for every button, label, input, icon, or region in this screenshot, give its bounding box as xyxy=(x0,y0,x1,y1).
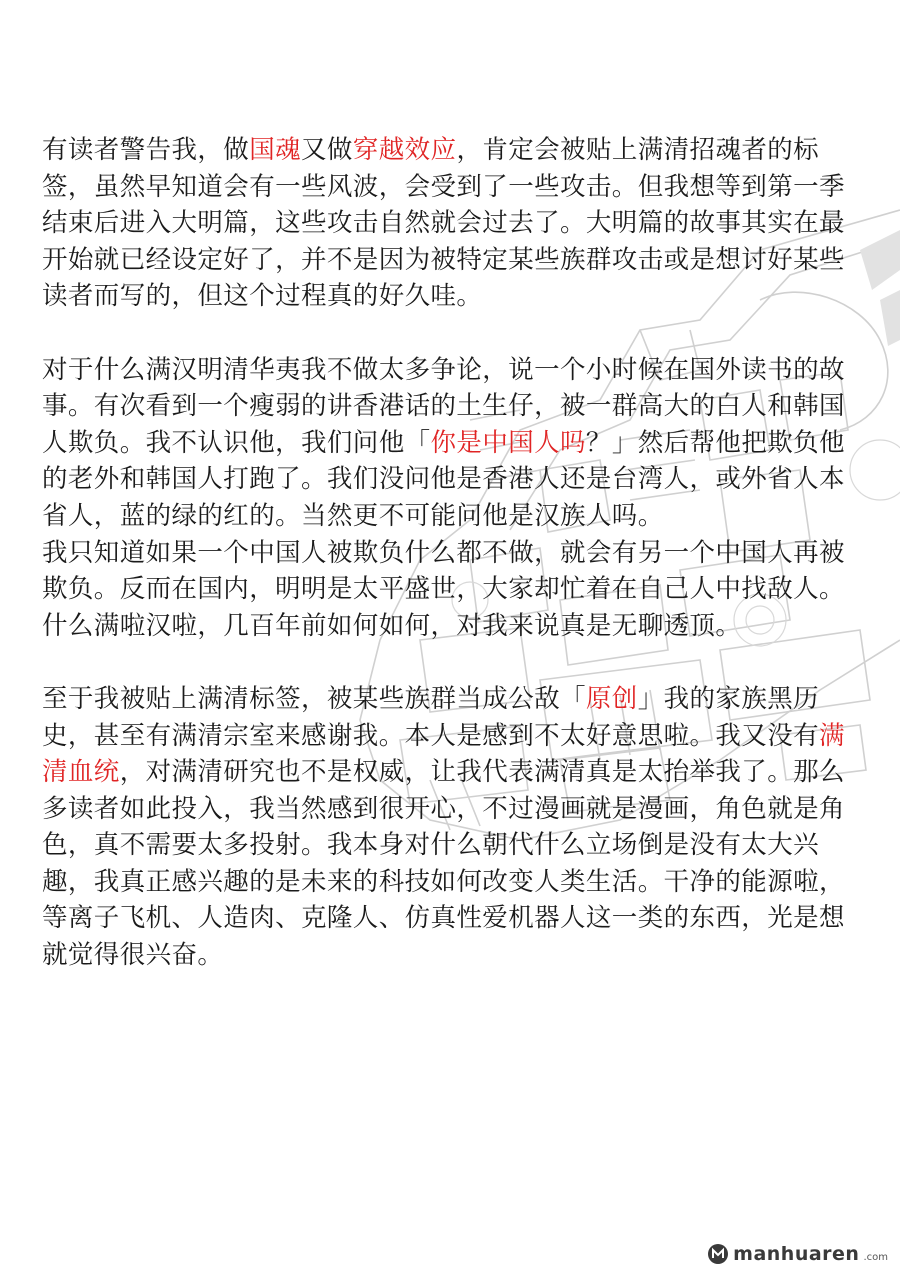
paragraph-4-text-1: 至于我被贴上满清标签，被某些族群当成公敌「 xyxy=(42,683,586,714)
paragraph-4 xyxy=(42,681,860,974)
paragraph-2-text-1: 对于什么满汉明清华夷我不做太多争论，说一个小时候在国外读书的故事。有次看到一个瘦弱的讲香港话的土生仔，被一群高大的白人和韩国人欺负。我不认识他，我们问他「 xyxy=(42,354,845,458)
highlight-guohun: 国魂 xyxy=(249,135,302,165)
paragraph-1-text-1: 有读者警告我，做 xyxy=(42,135,250,165)
paragraph-3 xyxy=(42,535,860,645)
paragraph-2-text-2: ？」然后帮他把欺负他的老外和韩国人打跑了。我们没问他是香港人还是台湾人，或外省人本省人，蓝的绿的红的。当然更不可能问他是汉族人吗。 xyxy=(42,427,845,531)
watermark-suffix: .com xyxy=(863,1251,888,1263)
site-watermark xyxy=(707,1243,888,1265)
paragraph-3-text-1: 我只知道如果一个中国人被欺负什么都不做，就会有另一个中国人再被欺负。反而在国内，明明是太平盛世，大家却忙着在自己人中找敌人。什么满啦汉啦，几百年前如何如何，对我来说真是无聊透顶。 xyxy=(42,537,845,641)
manhuaren-logo-icon xyxy=(707,1243,729,1265)
paragraph-1-text-2: 又做 xyxy=(301,135,353,165)
highlight-manqing-xuetong: 满清血统 xyxy=(42,720,845,788)
paragraph-4-text-2: 」我的家族黑历史，甚至有满清宗室来感谢我。本人是感到不太好意思啦。我又没有 xyxy=(42,683,820,751)
paragraph-1-text-3: ，肯定会被贴上满清招魂者的标签，虽然早知道会有一些风波，会受到了一些攻击。但我想等到第一季结束后进入大明篇，这些攻击自然就会过去了。大明篇的故事其实在最开始就已经设定好了，并不是因为被特定某些族群攻击或是想讨好某些读者而写的，但这个过程真的好久哇。 xyxy=(42,135,845,312)
highlight-yuanchuang: 原创 xyxy=(585,683,638,714)
highlight-are-you-chinese: 你是中国人吗 xyxy=(430,427,586,458)
highlight-chuanyue-xiaoying: 穿越效应 xyxy=(352,135,457,165)
paragraph-1 xyxy=(42,132,860,315)
paragraph-4-text-3: ，对满清研究也不是权威，让我代表满清真是太抬举我了。那么多读者如此投入，我当然感到很开心，不过漫画就是漫画，角色就是角色，真不需要太多投射。我本身对什么朝代什么立场倒是没有太大兴趣，我真正感兴趣的是未来的科技如何改变人类生活。干净的能源啦，等离子飞机、人造肉、克隆人、仿真性爱机器人这一类的东西，光是想就觉得很兴奋。 xyxy=(42,757,845,971)
article-body xyxy=(42,132,860,974)
paragraph-2 xyxy=(42,352,860,535)
watermark-text: manhuaren xyxy=(733,1243,860,1265)
